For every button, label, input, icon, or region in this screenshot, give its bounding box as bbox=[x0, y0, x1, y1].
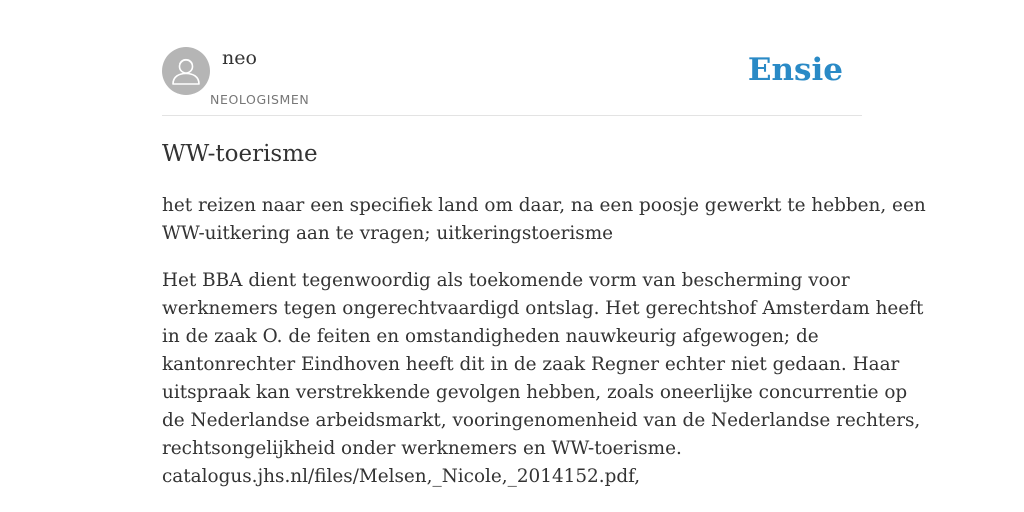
example-line: uitspraak kan verstrekkende gevolgen hebben, zoals oneerlijke concurrentie op bbox=[162, 382, 908, 403]
entry-term: WW-toerisme bbox=[162, 141, 318, 167]
example-line: kantonrechter Eindhoven heeft dit in de zaak Regner echter niet gedaan. Haar bbox=[162, 354, 900, 375]
example-line: de Nederlandse arbeidsmarkt, vooringenomenheid van de Nederlandse rechters, bbox=[162, 410, 921, 431]
definition-line: WW-uitkering aan te vragen; uitkeringstoerisme bbox=[162, 223, 614, 244]
header-divider bbox=[162, 115, 862, 116]
avatar[interactable] bbox=[162, 47, 210, 95]
example-line: werknemers tegen ongerechtvaardigd ontslag. Het gerechtshof Amsterdam heeft bbox=[162, 298, 924, 319]
category-label[interactable]: NEOLOGISMEN bbox=[210, 92, 310, 107]
entry-card bbox=[162, 0, 926, 512]
example-line: in de zaak O. de feiten en omstandigheden nauwkeurig afgewogen; de bbox=[162, 326, 819, 347]
source-line: catalogus.jhs.nl/files/Melsen,_Nicole,_2014152.pdf, bbox=[162, 466, 641, 487]
entry-definition bbox=[162, 192, 926, 248]
entry-example bbox=[162, 267, 924, 491]
user-silhouette-icon bbox=[162, 47, 210, 95]
example-line: Het BBA dient tegenwoordig als toekomende vorm van bescherming voor bbox=[162, 270, 850, 291]
brand-logo[interactable]: Ensie bbox=[747, 52, 843, 88]
example-line: rechtsongelijkheid onder werknemers en WW-toerisme. bbox=[162, 438, 682, 459]
definition-line: het reizen naar een specifiek land om daar, na een poosje gewerkt te hebben, een bbox=[162, 195, 926, 216]
author-username[interactable]: neo bbox=[222, 47, 257, 69]
